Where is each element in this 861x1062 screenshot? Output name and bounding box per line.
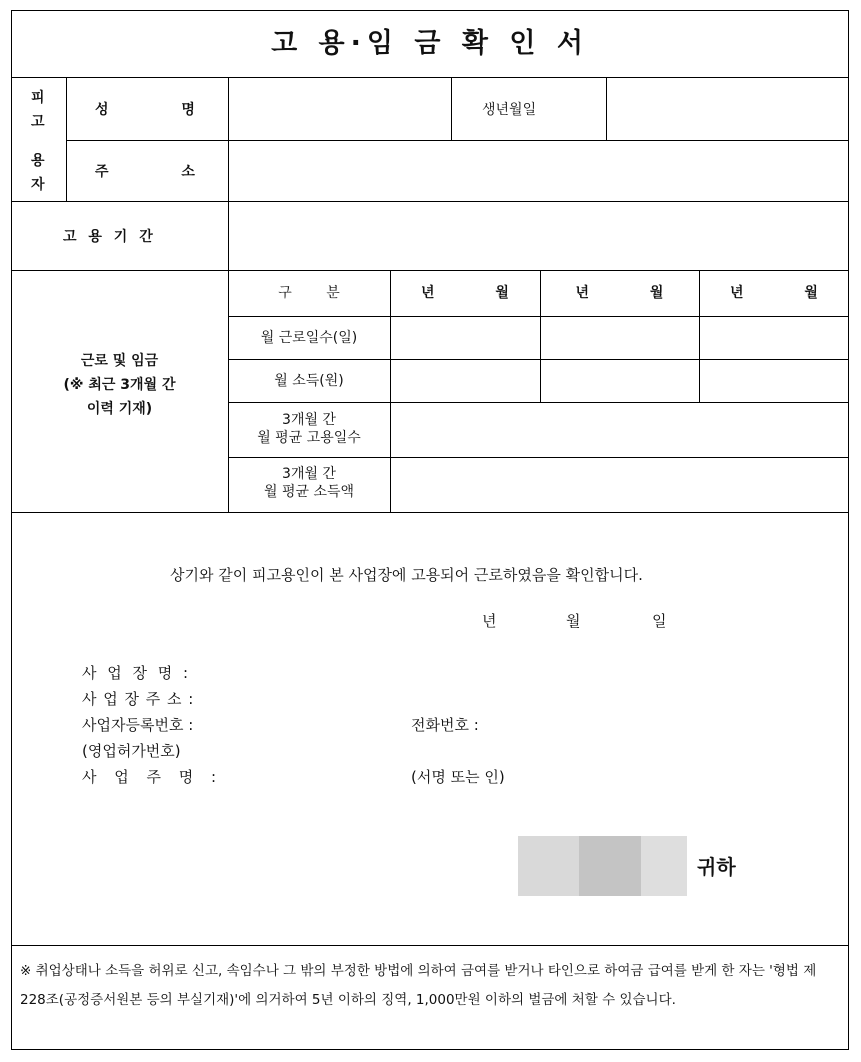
business-address-label: 사 업 장 주 소 : [82,690,194,708]
avg-income-line-2: 월 평균 소득액 [263,484,355,500]
avg-days-line-2: 월 평균 고용일수 [257,430,361,446]
work-wage-section-label [11,349,228,421]
phone-number-label: 전화번호 : [411,716,479,734]
rule-address-bottom [11,201,849,202]
rule-income-bottom [228,402,849,403]
birth-date-label: 생년월일 [482,102,537,118]
avg-income-line-1: 3개월 간 [282,466,336,482]
redacted-recipient-block-2 [579,836,641,896]
address-label: 주 소 [95,164,195,180]
rule-header-bottom [228,316,849,317]
rule-side-label-right [66,77,67,201]
insured-side-label-3: 용 [31,153,45,169]
month-header-2: 년 월 [575,285,664,301]
row-label-avg-days [228,411,390,447]
rule-birth-right [606,77,607,140]
work-wage-label-line-1: 근로 및 임금 [80,353,159,369]
rule-avgdays-bottom [228,457,849,458]
redacted-recipient-block-1 [518,836,579,896]
rule-name-row-bottom [228,140,849,141]
rule-title-bottom [11,77,849,78]
owner-name-label: 사 업 주 명 : [82,768,217,786]
date-month-label: 월 [566,612,581,630]
date-year-label: 년 [482,612,497,630]
recipient-suffix: 귀하 [697,855,736,879]
category-header: 구 분 [278,285,340,301]
confirmation-statement: 상기와 같이 피고용인이 본 사업장에 고용되어 근로하였음을 확인합니다. [170,566,643,584]
legal-warning-note: ※ 취업상태나 소득을 허위로 신고, 속임수나 그 밖의 부정한 방법에 의하여 금여를 받거나 타인으로 하여금 급여를 받게 한 자는 '형법 제228조(공정증서원본 등의 부실기재)'에 의거하여 5년 이하의 징역, 1,000만원 이하의 벌금에 처할 수 있습니다. [20,963,817,1008]
form-title: 고 용·임 금 확 인 서 [271,28,589,59]
employment-period-label: 고 용 기 간 [63,229,153,245]
business-name-label: 사 업 장 명 : [82,664,189,682]
insured-side-label-2: 고 [31,114,45,130]
rule-table-bottom [11,512,849,513]
insured-side-label-4: 자 [31,177,45,193]
avg-days-line-1: 3개월 간 [282,412,336,428]
work-wage-label-line-3: 이력 기재) [86,401,153,417]
registration-number-label: 사업자등록번호 : [82,716,194,734]
insured-side-label-1: 피 [31,90,45,106]
row-label-avg-income [228,465,390,501]
rule-name-label-bottom [66,140,228,141]
signature-label: (서명 또는 인) [411,768,505,786]
rule-category-right [390,270,391,512]
month-header-3: 년 월 [730,285,818,301]
business-license-label: (영업허가번호) [82,742,181,760]
date-day-label: 일 [652,612,667,630]
work-wage-label-line-2: (※ 최근 3개월 간 [63,377,176,393]
name-label: 성 명 [95,102,195,118]
row-label-work-days: 월 근로일수(일) [260,330,358,346]
rule-birth-left [451,77,452,140]
month-header-1: 년 월 [421,285,509,301]
redacted-recipient-block-3 [641,836,687,896]
rule-footer-top [11,945,849,946]
row-label-income: 월 소득(원) [274,373,344,389]
rule-days-bottom [228,359,849,360]
rule-period-bottom [11,270,849,271]
